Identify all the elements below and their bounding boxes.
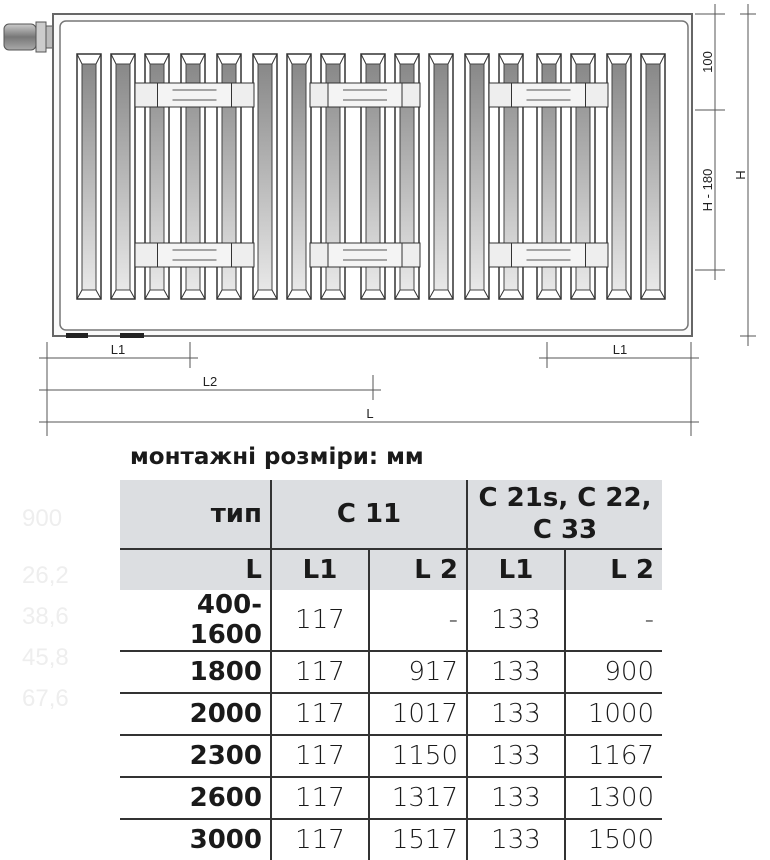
cell-c2-l1: 133 bbox=[467, 651, 565, 693]
table-row bbox=[120, 819, 662, 860]
ghost-value: 38,6 bbox=[22, 603, 69, 630]
cell-c2-l1: 133 bbox=[467, 590, 565, 651]
mounting-dimensions-table bbox=[120, 480, 662, 860]
sub-c2-l2: L 2 bbox=[565, 549, 662, 590]
row-length: 1800 bbox=[120, 651, 271, 693]
group-c11: C 11 bbox=[271, 480, 467, 549]
row-length: 2600 bbox=[120, 777, 271, 819]
cell-c2-l2: 1000 bbox=[565, 693, 662, 735]
l-label: L bbox=[120, 549, 271, 590]
cell-c2-l2: 1500 bbox=[565, 819, 662, 860]
bracket bbox=[310, 83, 420, 107]
connection-left bbox=[66, 333, 88, 338]
ghost-value: 45,8 bbox=[22, 644, 69, 671]
sub-c11-l1: L1 bbox=[271, 549, 369, 590]
cell-c11-l1: 117 bbox=[271, 590, 369, 651]
row-length: 400-1600 bbox=[120, 590, 271, 651]
group2-line2: C 33 bbox=[532, 515, 598, 545]
table-row bbox=[120, 735, 662, 777]
cell-c2-l2: 1300 bbox=[565, 777, 662, 819]
cell-c2-l1: 133 bbox=[467, 819, 565, 860]
bracket bbox=[310, 243, 420, 267]
dim-h-label: H bbox=[733, 170, 748, 180]
table-row bbox=[120, 651, 662, 693]
fin bbox=[641, 54, 665, 299]
dim-h180-label: H - 180 bbox=[700, 168, 715, 212]
dim-l1-right-label: L1 bbox=[612, 342, 628, 357]
thermostatic-valve bbox=[4, 22, 53, 52]
cell-c11-l2: 917 bbox=[369, 651, 467, 693]
cell-c11-l2: 1317 bbox=[369, 777, 467, 819]
cell-c11-l1: 117 bbox=[271, 819, 369, 860]
connection-right bbox=[120, 333, 144, 338]
bracket bbox=[135, 243, 254, 267]
header-row-types bbox=[120, 480, 662, 549]
cell-c11-l2: 1150 bbox=[369, 735, 467, 777]
cell-c2-l2: 900 bbox=[565, 651, 662, 693]
cell-c11-l2: - bbox=[369, 590, 467, 651]
fin bbox=[465, 54, 489, 299]
section-title: монтажні розміри: мм bbox=[130, 444, 424, 470]
fin bbox=[111, 54, 135, 299]
cell-c2-l2: 1167 bbox=[565, 735, 662, 777]
row-length: 2000 bbox=[120, 693, 271, 735]
dim-100-label: 100 bbox=[700, 51, 715, 73]
cell-c11-l1: 117 bbox=[271, 651, 369, 693]
row-length: 2300 bbox=[120, 735, 271, 777]
bracket bbox=[135, 83, 254, 107]
cell-c11-l2: 1017 bbox=[369, 693, 467, 735]
cell-c11-l2: 1517 bbox=[369, 819, 467, 860]
cell-c11-l1: 117 bbox=[271, 693, 369, 735]
table-row bbox=[120, 777, 662, 819]
group2-line1: C 21s, C 22, bbox=[478, 483, 652, 513]
header-row-sub bbox=[120, 549, 662, 590]
row-length: 3000 bbox=[120, 819, 271, 860]
table-row bbox=[120, 693, 662, 735]
fin bbox=[77, 54, 101, 299]
cell-c11-l1: 117 bbox=[271, 735, 369, 777]
dim-l2-label: L2 bbox=[202, 374, 218, 389]
dim-l-label: L bbox=[366, 406, 374, 421]
type-label: тип bbox=[120, 480, 271, 549]
cell-c2-l2: - bbox=[565, 590, 662, 651]
ghost-value: 26,2 bbox=[22, 562, 69, 589]
ghost-value: 900 bbox=[22, 505, 63, 532]
sub-c2-l1: L1 bbox=[467, 549, 565, 590]
dim-l1-left-label: L1 bbox=[110, 342, 126, 357]
cell-c2-l1: 133 bbox=[467, 777, 565, 819]
fin bbox=[253, 54, 277, 299]
fin bbox=[607, 54, 631, 299]
bracket bbox=[489, 83, 608, 107]
sub-c11-l2: L 2 bbox=[369, 549, 467, 590]
cell-c11-l1: 117 bbox=[271, 777, 369, 819]
fin bbox=[287, 54, 311, 299]
cell-c2-l1: 133 bbox=[467, 735, 565, 777]
table-row bbox=[120, 590, 662, 651]
cell-c2-l1: 133 bbox=[467, 693, 565, 735]
ghost-value: 67,6 bbox=[22, 685, 69, 712]
group-c21-c22-c33 bbox=[467, 480, 662, 549]
fin bbox=[429, 54, 453, 299]
bracket bbox=[489, 243, 608, 267]
